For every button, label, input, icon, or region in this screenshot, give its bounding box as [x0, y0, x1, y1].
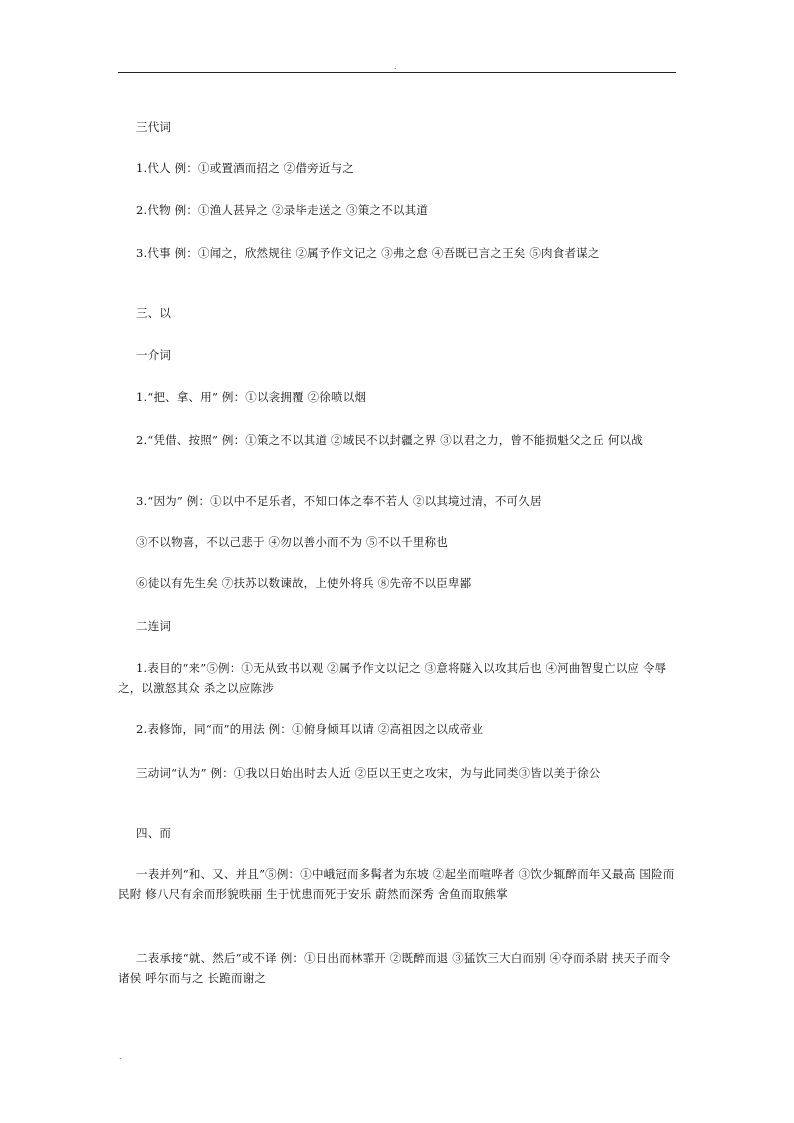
list-item: 2.“凭借、按照” 例：①策之不以其道 ②域民不以封疆之界 ③以君之力，曾不能损魁父之丘 何以战: [136, 433, 643, 447]
subheading-preposition: 一介词: [136, 348, 172, 362]
list-item: 1.“把、拿、用” 例：①以衾拥覆 ②徐喷以烟: [136, 390, 367, 404]
header-mark: .: [394, 62, 397, 71]
list-item: 1.代人 例：①或置酒而招之 ②借旁近与之: [136, 161, 354, 175]
list-item: 3.“因为” 例：①以中不足乐者，不知口体之奉不若人 ②以其境过清，不可久居: [136, 494, 542, 508]
list-item: ③不以物喜，不以己悲于 ④勿以善小而不为 ⑤不以千里称也: [136, 535, 448, 549]
list-item: 3.代事 例：①闻之，欣然规往 ②属予作文记之 ③弗之怠 ④吾既已言之王矣 ⑤肉食者谋之: [136, 246, 600, 260]
heading-er: 四、而: [136, 826, 172, 840]
list-item: ⑥徒以有先生矣 ⑦扶苏以数谏故，上使外将兵 ⑧先帝不以臣卑鄙: [136, 576, 472, 590]
header-rule: [118, 72, 676, 73]
list-item: 2.表修饰，同“而”的用法 例：①俯身倾耳以请 ②高祖因之以成帝业: [136, 722, 484, 736]
subheading-conjunction: 二连词: [136, 619, 172, 633]
list-item: 2.代物 例：①渔人甚异之 ②录毕走送之 ③策之不以其道: [136, 203, 429, 217]
list-item: 二表承接“就、然后”或不译 例：①日出而林霏开 ②既醉而退 ③猛饮三大白而别 ④夺而杀尉 挟天子而令诸侯 呼尔而与之 长跪而谢之: [118, 951, 671, 985]
heading-yi: 三、以: [136, 306, 172, 320]
heading-pronoun: 三代词: [136, 120, 172, 134]
list-item: 一表并列“和、又、并且”⑤例：①中峨冠而多髯者为东坡 ②起坐而喧哗者 ③饮少辄醉而年又最高 国险而民附 修八尺有余而形貌昳丽 生于忧患而死于安乐 蔚然而深秀 舍鱼而取熊掌: [118, 867, 675, 901]
footer-mark: .: [119, 1052, 122, 1061]
list-item: 1.表目的“来”⑤例：①无从致书以观 ②属予作文以记之 ③意将隧入以攻其后也 ④河曲智叟亡以应 令辱之，以激怒其众 杀之以应陈涉: [118, 661, 667, 695]
list-item: 三动词“认为” 例：①我以日始出时去人近 ②臣以王吏之攻宋，为与此同类③皆以美于徐公: [136, 766, 601, 780]
